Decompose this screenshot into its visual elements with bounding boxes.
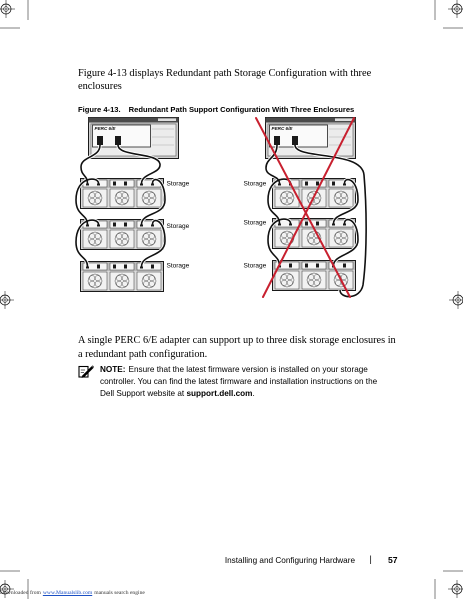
- note-line-2: controller. You can find the latest firmware and installation instructions on the: [100, 377, 378, 386]
- registration-mark-middle-left: [0, 291, 14, 309]
- footer-section-title: Installing and Configuring Hardware: [224, 556, 355, 565]
- note-line-3: [100, 388, 377, 400]
- registration-mark-bottom-right: [448, 580, 463, 598]
- registration-mark-top-left: [0, 0, 15, 18]
- note-block: [100, 364, 377, 400]
- watermark-link[interactable]: www.Manualslib.com: [42, 590, 93, 596]
- intro-line-2: enclosures: [78, 81, 122, 92]
- support-site-url: support.dell.com: [186, 389, 253, 398]
- figure-number: Figure 4-13.: [78, 105, 121, 114]
- left-redundant-configuration: [76, 118, 190, 292]
- registration-mark-middle-right: [449, 291, 463, 309]
- right-storage-enclosure-3: [273, 261, 356, 291]
- note-text-1: Ensure that the latest firmware version is installed on your storage: [128, 365, 368, 374]
- right-controller-label: PERC 6/E: [271, 126, 293, 131]
- note-text-3: Dell Support website at: [100, 389, 187, 398]
- left-storage-label-3: Storage: [166, 262, 190, 270]
- left-storage-label-2: Storage: [166, 223, 190, 230]
- page-number: 57: [388, 555, 398, 565]
- footer-separator: |: [369, 554, 372, 564]
- body-line-1: A single PERC 6/E adapter can support up to three disk storage enclosures in: [78, 335, 396, 346]
- intro-paragraph: [78, 67, 371, 93]
- right-storage-label-3: Storage: [243, 262, 267, 270]
- note-line-1: [100, 364, 377, 376]
- left-storage-label-1: Storage: [166, 180, 190, 188]
- note-text-3-end: .: [252, 389, 255, 398]
- registration-mark-top-right: [448, 0, 463, 18]
- note-label: NOTE:: [100, 365, 126, 374]
- body-paragraph: [78, 334, 396, 361]
- download-watermark: [0, 590, 145, 597]
- right-storage-label-1: Storage: [243, 180, 267, 188]
- intro-line-1: Figure 4-13 displays Redundant path Storage Configuration with three: [78, 68, 372, 79]
- watermark-suffix: manuals search engine: [94, 590, 145, 596]
- right-storage-label-2: Storage: [243, 219, 267, 227]
- note-pencil-icon: [78, 363, 94, 378]
- left-controller-label: PERC 6/E: [94, 126, 116, 131]
- right-unsupported-configuration: [244, 118, 367, 298]
- body-line-2: a redundant path configuration.: [78, 348, 208, 360]
- watermark-prefix: Downloaded from: [0, 590, 41, 596]
- figure-caption: [78, 105, 354, 115]
- left-storage-enclosure-3: [81, 262, 164, 292]
- figure-title: Redundant Path Support Configuration With Three Enclosures: [128, 105, 355, 114]
